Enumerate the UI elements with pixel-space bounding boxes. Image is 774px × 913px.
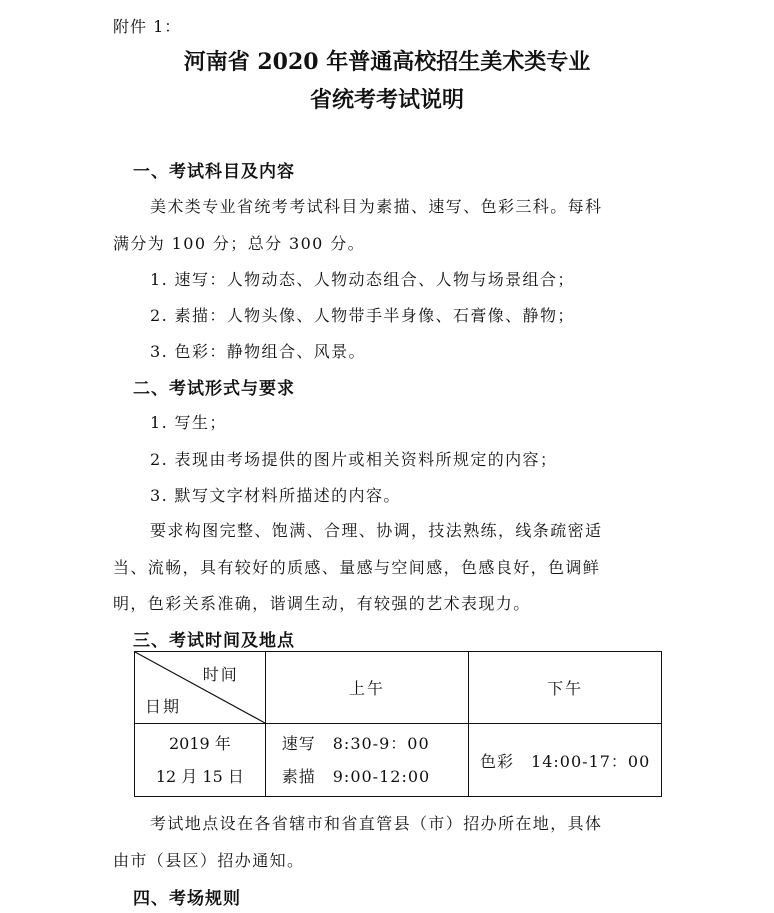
afternoon-schedule-cell: 色彩 14:00-17：00 <box>469 724 662 797</box>
section4-heading: 四、考场规则 <box>133 889 241 909</box>
section2-requirement-line3: 明，色彩关系准确，谐调生动，有较强的艺术表现力。 <box>113 594 531 613</box>
corner-label-date: 日期 <box>145 697 182 716</box>
section2-heading: 二、考试形式与要求 <box>133 379 295 399</box>
corner-label-time: 时间 <box>202 665 239 684</box>
table-row <box>135 724 662 797</box>
section2-requirement-line1: 要求构图完整、饱满、合理、协调，技法熟练，线条疏密适 <box>150 521 603 540</box>
section3-location-line2: 由市（县区）招办通知。 <box>113 851 305 870</box>
document-title-line2: 省统考考试说明 <box>309 87 464 113</box>
section1-item1: 1. 速写：人物动态、人物动态组合、人物与场景组合； <box>150 270 575 289</box>
document-title-line1: 河南省 2020 年普通高校招生美术类专业 <box>183 49 591 75</box>
section2-item2: 2. 表现由考场提供的图片或相关资料所规定的内容； <box>150 450 558 469</box>
diagonal-header-cell <box>135 652 266 724</box>
section1-paragraph-line1: 美术类专业省统考考试科目为素描、速写、色彩三科。每科 <box>150 197 603 216</box>
date-line2: 12 月 15 日 <box>155 767 244 786</box>
table-header-row <box>135 652 662 724</box>
column-header-morning: 上午 <box>265 652 469 724</box>
date-cell <box>135 724 266 797</box>
morning-session-sketch: 速写 8:30-9：00 <box>281 734 430 753</box>
section3-heading: 三、考试时间及地点 <box>133 631 295 651</box>
morning-schedule-cell <box>265 724 469 797</box>
section1-item2: 2. 素描：人物头像、人物带手半身像、石膏像、静物； <box>150 306 575 325</box>
section2-item3: 3. 默写文字材料所描述的内容。 <box>150 486 401 505</box>
section1-item3: 3. 色彩：静物组合、风景。 <box>150 342 366 361</box>
column-header-afternoon: 下午 <box>469 652 662 724</box>
exam-schedule-table <box>134 651 662 797</box>
section1-heading: 一、考试科目及内容 <box>133 162 295 182</box>
section3-location-line1: 考试地点设在各省辖市和省直管县（市）招办所在地，具体 <box>150 814 603 833</box>
attachment-label: 附件 1： <box>113 17 182 36</box>
section2-item1: 1. 写生； <box>150 413 227 432</box>
morning-session-drawing: 素描 9:00-12:00 <box>281 767 431 786</box>
section1-paragraph-line2: 满分为 100 分；总分 300 分。 <box>113 234 366 253</box>
date-line1: 2019 年 <box>168 734 231 753</box>
section2-requirement-line2: 当、流畅，具有较好的质感、量感与空间感，色感良好，色调鲜 <box>113 558 601 577</box>
